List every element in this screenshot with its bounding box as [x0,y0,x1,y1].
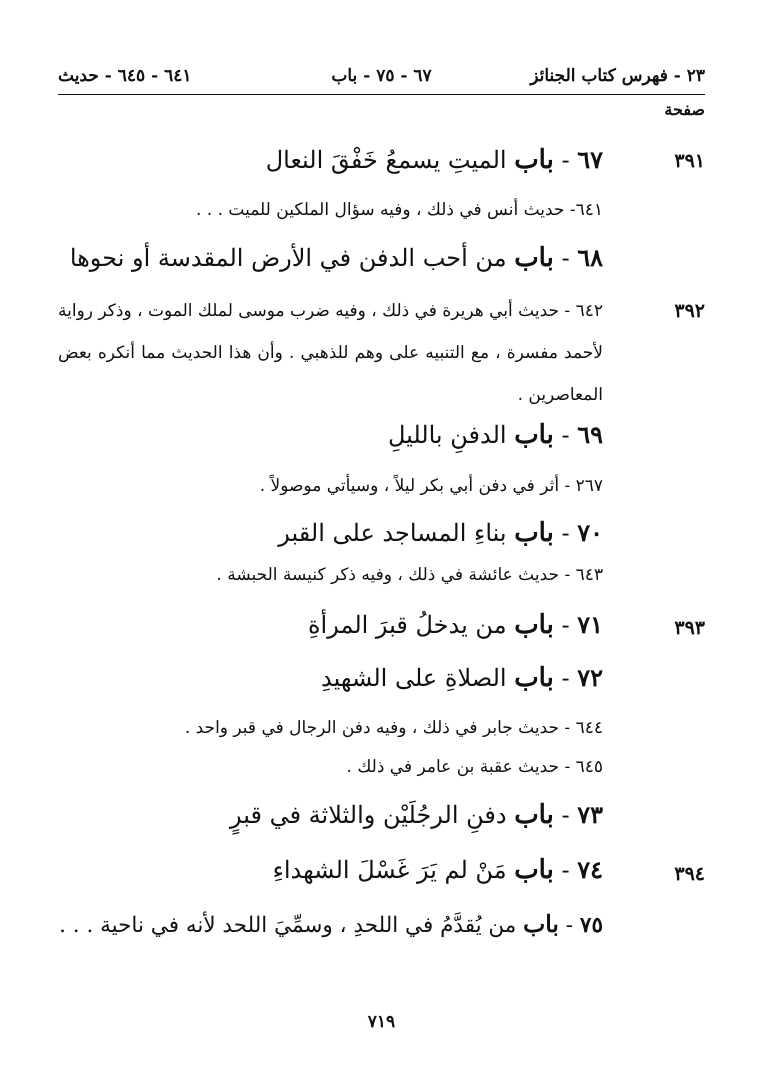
chapter-number: ٦٩ [577,420,603,449]
chapter-heading: ٧٥ - باب من يُقدَّمُ في اللحدِ ، وسمِّيَ اللحد لأنه في ناحية . . . [59,910,603,938]
chapter-number: ٧٤ [577,855,603,884]
chapter-title: بناءِ المساجد على القبر [278,519,507,547]
athar-entry: ٢٦٧ - أثر في دفن أبي بكر ليلاً ، وسيأتي موصولاً . [259,476,603,496]
hadith-paragraph: ٦٤٢ - حديث أبي هريرة في ذلك ، وفيه ضرب موسى لملك الموت ، وذكر رواية لأحمد مفسرة ، مع التنبيه على وهم للذهبي . وأن هذا الحديث مما أنكره بعض المعاصرين . [58,301,603,405]
hadith-entry: ٦٤٥ - حديث عقبة بن عامر في ذلك . [346,757,603,777]
page-ref-393: ٣٩٣ [674,617,705,639]
header-divider [58,94,705,95]
page-ref-392: ٣٩٢ [674,300,705,322]
chapter-title: مَنْ لم يَرَ غَسْلَ الشهداءِ [272,856,507,884]
chapter-title: دفنِ الرجُلَيْن والثلاثة في قبرٍ [229,801,507,829]
chapter-bab-word: باب [514,243,554,273]
hadith-entry: ٦٤٣ - حديث عائشة في ذلك ، وفيه ذكر كنيسة الحبشة . [216,565,603,585]
page-number: ٧١٩ [367,1012,396,1032]
chapter-bab-word: باب [514,663,554,693]
chapter-number: ٧٢ [577,663,603,692]
hadith-entry: ٦٤١- حديث أنس في ذلك ، وفيه سؤال الملكين للميت . . . [195,200,603,220]
page-ref-394: ٣٩٤ [674,863,705,885]
chapter-bab-word: باب [514,855,554,885]
chapter-title: الميتِ يسمعُ خَفْقَ النعال [265,146,507,174]
chapter-number: ٧٣ [577,800,603,829]
chapter-heading: ٦٩ - باب الدفنِ بالليلِ [387,420,603,450]
chapter-heading: ٧١ - باب من يدخلُ قبرَ المرأةِ [307,610,603,640]
chapter-heading: ٦٨ - باب من أحب الدفن في الأرض المقدسة أو نحوها [69,243,603,273]
chapter-bab-word: باب [523,910,559,938]
header-chapter-title: ٢٣ - فهرس كتاب الجنائز [530,66,705,86]
chapter-heading: ٧٣ - باب دفنِ الرجُلَيْن والثلاثة في قبرٍ [229,800,603,830]
running-header [58,60,705,92]
chapter-heading: ٧٢ - باب الصلاةِ على الشهيدِ [321,663,603,693]
chapter-heading: ٧٤ - باب مَنْ لم يَرَ غَسْلَ الشهداءِ [272,855,603,885]
chapter-bab-word: باب [514,420,554,450]
header-hadith-range: ٦٤١ - ٦٤٥ - حديث [58,66,192,86]
chapter-title: من أحب الدفن في الأرض المقدسة أو نحوها [69,244,507,272]
chapter-title: من يُقدَّمُ في اللحدِ ، وسمِّيَ اللحد لأنه في ناحية . . . [59,913,517,938]
page-column-label: صفحة [664,100,705,119]
chapter-bab-word: باب [514,610,554,640]
chapter-heading: ٦٧ - باب الميتِ يسمعُ خَفْقَ النعال [265,145,603,175]
chapter-number: ٦٨ [577,243,603,272]
chapter-bab-word: باب [514,145,554,175]
chapter-title: من يدخلُ قبرَ المرأةِ [307,611,507,639]
chapter-bab-word: باب [514,518,554,548]
chapter-number: ٧١ [577,610,603,639]
chapter-number: ٦٧ [577,145,603,174]
chapter-title: الصلاةِ على الشهيدِ [321,664,507,692]
chapter-title: الدفنِ بالليلِ [387,421,507,449]
header-bab-range: ٦٧ - ٧٥ - باب [331,66,432,86]
chapter-heading: ٧٠ - باب بناءِ المساجد على القبر [278,518,603,548]
chapter-number: ٧٥ [579,913,603,938]
page-ref-391: ٣٩١ [674,150,705,172]
hadith-entry: ٦٤٤ - حديث جابر في ذلك ، وفيه دفن الرجال في قبر واحد . [184,718,603,738]
chapter-bab-word: باب [514,800,554,830]
chapter-number: ٧٠ [577,518,603,547]
